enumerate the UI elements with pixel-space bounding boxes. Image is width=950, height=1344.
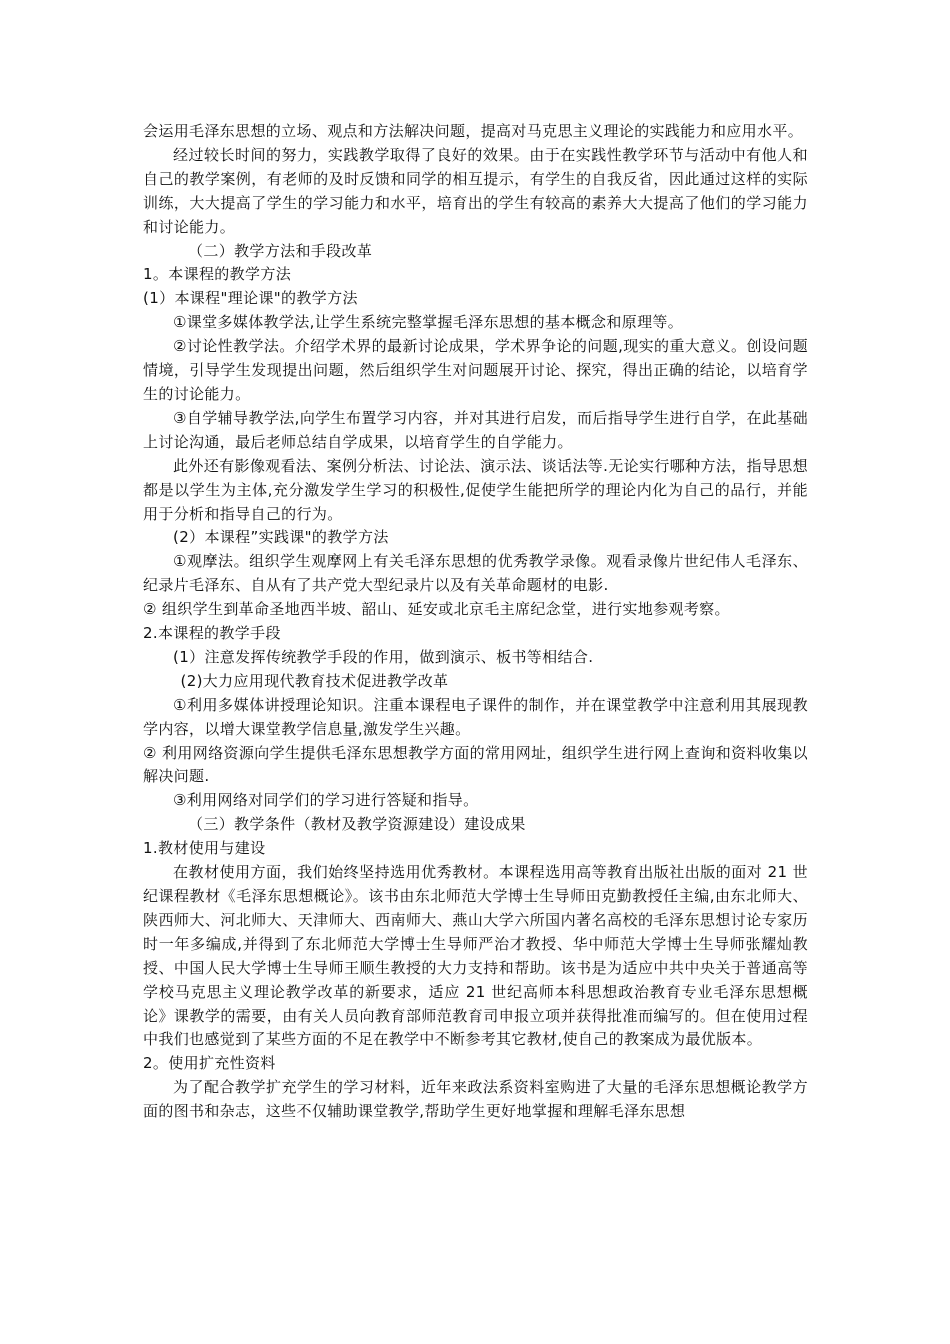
list-item-multimedia-lecture: ①利用多媒体讲授理论知识。注重本课程电子课件的制作，并在课堂教学中注意利用其展现教学内容，以增大课堂教学信息量,激发学生兴趣。 — [143, 695, 808, 738]
list-item-discussion: ②讨论性教学法。介绍学术界的最新讨论成果，学术界争论的问题,现实的重大意义。创设问题情境，引导学生发现提出问题，然后组织学生对问题展开讨论、探究，得出正确的结论，以培育学生的讨论能力。 — [143, 337, 808, 403]
subheading-theory-class: (1）本课程"理论课"的教学方法 — [143, 289, 358, 308]
list-item-traditional-means: (1）注意发挥传统教学手段的作用，做到演示、板书等相结合. — [173, 647, 594, 666]
section-heading-3: （三）教学条件（教材及教学资源建设）建设成果 — [188, 815, 526, 834]
paragraph-other-methods: 此外还有影像观看法、案例分析法、讨论法、演示法、谈话法等.无论实行哪种方法，指导思想都是以学生为主体,充分激发学生学习的积极性,促使学生能把所学的理论内化为自己的品行，并能用于分析和指导自己的行为。 — [143, 456, 808, 523]
subheading-textbook: 1.教材使用与建设 — [143, 839, 266, 858]
list-item-network-tutoring: ③利用网络对同学们的学习进行答疑和指导。 — [173, 791, 479, 810]
section-heading-2: （二）教学方法和手段改革 — [188, 241, 373, 260]
paragraph-continuation: 会运用毛泽东思想的立场、观点和方法解决问题，提高对马克思主义理论的实践能力和应用水平。 — [143, 122, 804, 140]
list-item-modern-tech: (2)大力应用现代教育技术促进教学改革 — [180, 671, 449, 690]
list-item-network-resources: ② 利用网络资源向学生提供毛泽东思想教学方面的常用网址，组织学生进行网上查询和资料收集以解决问题. — [143, 743, 808, 786]
list-item-self-study: ③自学辅导教学法,向学生布置学习内容，并对其进行启发，而后指导学生进行自学，在此基础上讨论沟通，最后老师总结自学成果，以培育学生的自学能力。 — [143, 408, 808, 451]
document-body — [143, 120, 808, 1124]
paragraph-textbook: 在教材使用方面，我们始终坚持选用优秀教材。本课程选用高等教育出版社出版的面对 21 世纪课程教材《毛泽东思想概论》。该书由东北师范大学博士生导师田克勤教授任主编,由东北师大、陕西师大、河北师大、天津师大、西南师大、燕山大学六所国内著名高校的毛泽东思想讨论专家历时一年多编成,并得到了东北师范大学博士生导师严治才教授、华中师范大学博士生导师张耀灿教授、中国人民大学博士生导师王顺生教授的大力支持和帮助。该书是为适应中共中央关于普通高等学校马克思主义理论教学改革的新要求，适应 21 世纪高师本科思想政治教育专业毛泽东思想概论》课教学的需要，由有关人员向教育部师范教育司申报立项并获得批准而编写的。但在使用过程中我们也感觉到了某些方面的不足在教学中不断参考其它教材,使自己的教案成为最优版本。 — [143, 863, 808, 1049]
subheading-extended-materials: 2。使用扩充性资料 — [143, 1054, 276, 1073]
subheading-practice-class: (2）本课程”实践课"的教学方法 — [173, 528, 389, 547]
paragraph-practice-results: 经过较长时间的努力，实践教学取得了良好的效果。由于在实践性教学环节与活动中有他人和自己的教学案例，有老师的及时反馈和同学的相互提示，有学生的自我反省，因此通过这样的实际训练，大大提高了学生的学习能力和水平，培育出的学生有较高的素养大大提高了他们的学习能力和讨论能力。 — [143, 145, 808, 236]
paragraph-extended-materials: 为了配合教学扩充学生的学习材料，近年来政法系资料室购进了大量的毛泽东思想概论教学方面的图书和杂志，这些不仅辅助课堂教学,帮助学生更好地掌握和理解毛泽东思想 — [143, 1078, 808, 1121]
list-item-field-visit: ② 组织学生到革命圣地西半坡、韶山、延安或北京毛主席纪念堂，进行实地参观考察。 — [143, 600, 730, 619]
subheading-teaching-means: 2.本课程的教学手段 — [143, 624, 281, 643]
list-item-multimedia: ①课堂多媒体教学法,让学生系统完整掌握毛泽东思想的基本概念和原理等。 — [173, 313, 684, 332]
subheading-teaching-methods: 1。本课程的教学方法 — [143, 265, 292, 284]
list-item-observation: ①观摩法。组织学生观摩网上有关毛泽东思想的优秀教学录像。观看录像片世纪伟人毛泽东、纪录片毛泽东、自从有了共产党大型纪录片以及有关革命题材的电影. — [143, 552, 808, 595]
